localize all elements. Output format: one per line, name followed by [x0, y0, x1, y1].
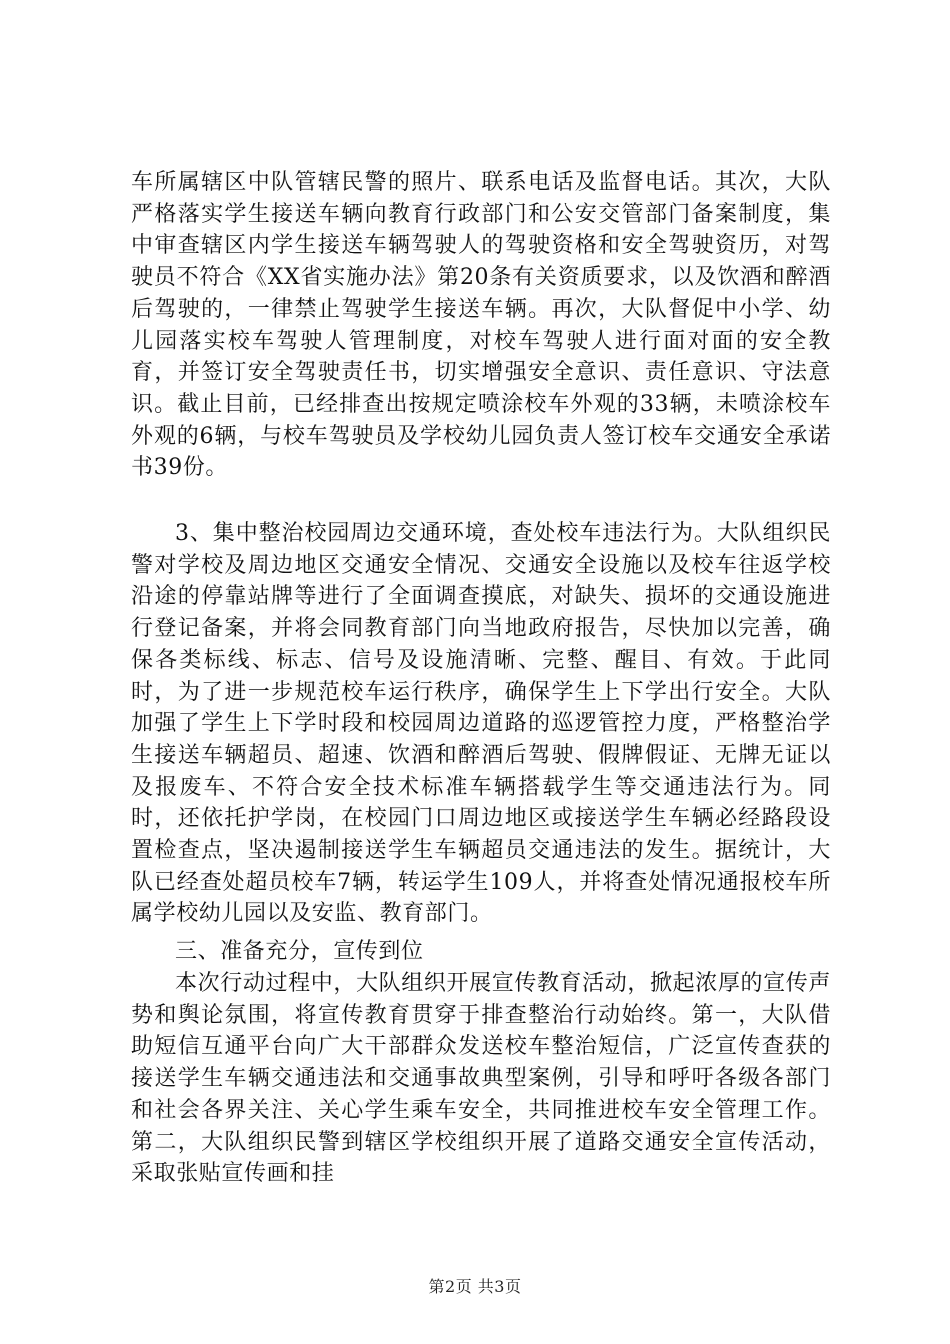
section-heading: 三、准备充分，宣传到位	[175, 939, 424, 964]
page-number-footer: 第2页 共3页	[428, 1277, 522, 1296]
body-paragraph-2: 3、集中整治校园周边交通环境，查处校车违法行为。大队组织民警对学校及周边地区交通安全情况、交通安全设施以及校车往返学校沿途的停靠站牌等进行了全面调查摸底，对缺失、损坏的交通设施进行登记备案，并将会同教育部门向当地政府报告，尽快加以完善，确保各类标线、标志、信号及设施清晰、完整、醒目、有效。于此同时，为了进一步规范校车运行秩序，确保学生上下学出行安全。大队加强了学生上下学时段和校园周边道路的巡逻管控力度，严格整治学生接送车辆超员、超速、饮酒和醉酒后驾驶、假牌假证、无牌无证以及报废车、不符合安全技术标准车辆搭载学生等交通违法行为。同时，还依托护学岗，在校园门口周边地区或接送学生车辆必经路段设置检查点，坚决遏制接送学生车辆超员交通违法的发生。据统计，大队已经查处超员校车7辆，转运学生109人，并将查处情况通报校车所属学校幼儿园以及安监、教育部门。	[131, 521, 831, 927]
body-paragraph-1: 车所属辖区中队管辖民警的照片、联系电话及监督电话。其次，大队严格落实学生接送车辆向教育行政部门和公安交管部门备案制度，集中审查辖区内学生接送车辆驾驶人的驾驶资格和安全驾驶资历，对驾驶员不符合《XX省实施办法》第20条有关资质要求，以及饮酒和醉酒后驾驶的，一律禁止驾驶学生接送车辆。再次，大队督促中小学、幼儿园落实校车驾驶人管理制度，对校车驾驶人进行面对面的安全教育，并签订安全驾驶责任书，切实增强安全意识、责任意识、守法意识。截止目前，已经排查出按规定喷涂校车外观的33辆，未喷涂校车外观的6辆，与校车驾驶员及学校幼儿园负责人签订校车交通安全承诺书39份。	[131, 170, 831, 481]
body-paragraph-3: 本次行动过程中，大队组织开展宣传教育活动，掀起浓厚的宣传声势和舆论氛围，将宣传教育贯穿于排查整治行动始终。第一，大队借助短信互通平台向广大干部群众发送校车整治短信，广泛宣传查获的接送学生车辆交通违法和交通事故典型案例，引导和呼吁各级各部门和社会各界关注、关心学生乘车安全，共同推进校车安全管理工作。第二，大队组织民警到辖区学校组织开展了道路交通安全宣传活动，采取张贴宣传画和挂	[131, 971, 831, 1187]
